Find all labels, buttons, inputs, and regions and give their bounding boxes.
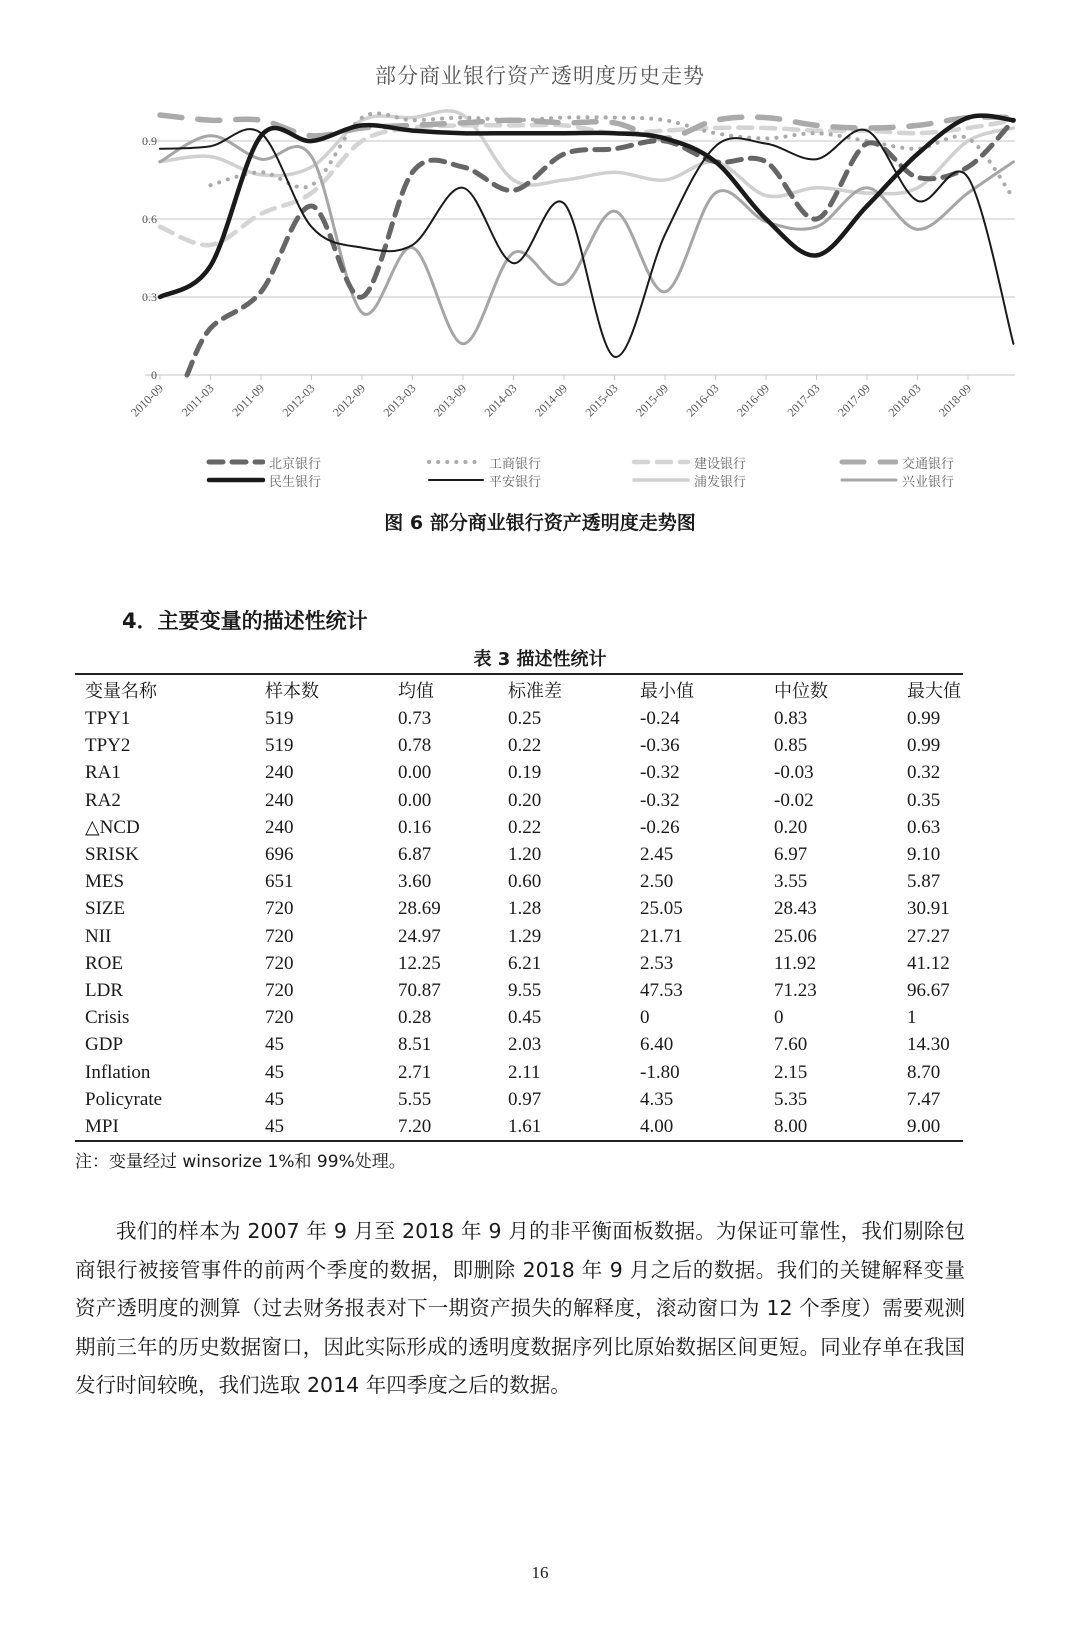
value-cell: 6.97 [774,844,808,866]
variable-name-cell: Policyrate [85,1088,163,1110]
value-cell: -0.32 [640,762,680,784]
x-tick-label: 2012-09 [329,381,369,420]
value-cell: 2.03 [508,1034,542,1056]
value-cell: 0.16 [398,816,432,838]
value-cell: 0.22 [508,735,542,757]
variable-name-cell: Crisis [85,1007,130,1029]
table-row [75,1113,963,1141]
descriptive-stats-table [75,673,963,1142]
header-samples: 样本数 [265,681,319,702]
value-cell: 0.99 [907,708,941,730]
table-row [75,1004,963,1031]
legend-label: 北京银行 [269,456,322,472]
value-cell: 720 [265,898,294,920]
x-tick-label: 2016-09 [733,381,773,420]
series-lines [160,111,1013,375]
value-cell: 1 [907,1007,917,1029]
x-tick-label: 2017-03 [784,381,823,420]
body-paragraph: 我们的样本为 2007 年 9 月至 2018 年 9 月的非平衡面板数据。为保证可靠性，我们剔除包商银行被接管事件的前两个季度的数据，即删除 2018 年 9 月之后的数据。我们的关键解释变量资产透明度的测算（过去财务报表对下一期资产损失的解释度，滚动窗口为 12 个季度）需要观测期前三年的历史数据窗口，因此实际形成的透明度数据序列比原始数据区间更短。同业存单在我国发行时间较晚，我们选取 2014 年四季度之后的数据。 [75,1219,965,1397]
x-tick-label: 2018-09 [935,381,975,420]
value-cell: 7.47 [907,1088,941,1110]
value-cell: 8.70 [907,1061,941,1083]
legend-item [425,453,541,471]
value-cell: -0.03 [774,762,814,784]
value-cell: 0.83 [774,708,808,730]
value-cell: 96.67 [907,979,950,1001]
value-cell: 519 [265,735,294,757]
value-cell: 720 [265,979,294,1001]
value-cell: 41.12 [907,952,950,974]
figure-caption: 图 6 部分商业银行资产透明度走势图 [384,512,696,534]
value-cell: 0.00 [398,762,432,784]
legend-swatch [838,475,898,485]
value-cell: -0.26 [640,816,680,838]
value-cell: -0.24 [640,708,680,730]
table-note: 注：变量经过 winsorize 1%和 99%处理。 [75,1152,406,1172]
value-cell: 9.55 [508,979,542,1001]
table-row [75,841,963,868]
x-tick-label: 2014-03 [481,381,520,420]
table-row [75,814,963,841]
header-variable: 变量名称 [85,681,157,702]
value-cell: 0.63 [907,816,941,838]
table-row [75,950,963,977]
legend-swatch [425,457,485,467]
value-cell: 240 [265,816,294,838]
value-cell: -0.02 [774,789,814,811]
value-cell: 0.45 [508,1007,542,1029]
value-cell: 1.28 [508,898,542,920]
header-mean: 均值 [398,681,434,702]
value-cell: 0.20 [508,789,542,811]
variable-name-cell: SIZE [85,898,126,920]
value-cell: 240 [265,789,294,811]
value-cell: 2.53 [640,952,674,974]
value-cell: 2.15 [774,1061,808,1083]
value-cell: 696 [265,844,294,866]
value-cell: 240 [265,762,294,784]
value-cell: 0.22 [508,816,542,838]
variable-name-cell: RA1 [85,762,121,784]
value-cell: 9.10 [907,844,941,866]
table-row [75,895,963,922]
value-cell: 8.51 [398,1034,432,1056]
value-cell: 0.32 [907,762,941,784]
x-tick-label: 2013-09 [430,381,470,420]
table-row [75,923,963,950]
value-cell: 7.20 [398,1115,432,1137]
value-cell: 71.23 [774,979,817,1001]
value-cell: 0.35 [907,789,941,811]
x-tick-label: 2010-09 [127,381,167,420]
value-cell: 0.19 [508,762,542,784]
value-cell: 5.35 [774,1088,808,1110]
legend-label: 工商银行 [489,456,542,472]
variable-name-cell: TPY2 [85,735,131,757]
value-cell: 720 [265,1007,294,1029]
table-row [75,787,963,814]
legend-label: 平安银行 [489,474,542,490]
x-tick-label: 2013-03 [380,381,419,420]
value-cell: 47.53 [640,979,683,1001]
value-cell: 1.61 [508,1115,542,1137]
value-cell: 45 [265,1115,284,1137]
value-cell: 70.87 [398,979,441,1001]
legend-item [630,471,746,489]
legend-swatch [205,475,265,485]
x-tick-label: 2015-09 [632,381,672,420]
legend-item [838,471,954,489]
value-cell: 30.91 [907,898,950,920]
value-cell: 25.06 [774,925,817,947]
value-cell: 5.55 [398,1088,432,1110]
legend-label: 兴业银行 [902,474,955,490]
value-cell: 27.27 [907,925,950,947]
x-tick-label: 2011-03 [178,381,217,420]
header-median: 中位数 [774,681,828,702]
variable-name-cell: RA2 [85,789,121,811]
value-cell: 519 [265,708,294,730]
table-row [75,1058,963,1085]
value-cell: 21.71 [640,925,683,947]
value-cell: 11.92 [774,952,817,974]
value-cell: -0.36 [640,735,680,757]
variable-name-cell: Inflation [85,1061,151,1083]
value-cell: 0.28 [398,1007,432,1029]
variable-name-cell: NII [85,925,112,947]
value-cell: 1.29 [508,925,542,947]
x-tick-label: 2017-09 [834,381,874,420]
legend-item [425,471,541,489]
variable-name-cell: △NCD [85,816,140,838]
x-tick-label: 2012-03 [279,381,318,420]
value-cell: 4.35 [640,1088,674,1110]
value-cell: 0.20 [774,816,808,838]
table-row [75,1031,963,1058]
x-axis [128,375,974,419]
variable-name-cell: GDP [85,1034,124,1056]
value-cell: 6.87 [398,844,432,866]
value-cell: -0.32 [640,789,680,811]
value-cell: 2.45 [640,844,674,866]
table-header-row [75,674,963,705]
legend-label: 建设银行 [694,456,747,472]
value-cell: 651 [265,871,294,893]
variable-name-cell: MPI [85,1115,119,1137]
chart-title: 部分商业银行资产透明度历史走势 [375,64,705,88]
x-tick-label: 2011-09 [229,381,268,420]
value-cell: 3.55 [774,871,808,893]
header-min: 最小值 [640,681,694,702]
legend-swatch [205,457,265,467]
legend-item [205,453,321,471]
value-cell: 1.20 [508,844,542,866]
value-cell: 12.25 [398,952,441,974]
section-heading: 4．主要变量的描述性统计 [122,609,368,633]
value-cell: 6.40 [640,1034,674,1056]
y-tick-label: 0.6 [142,212,157,226]
y-tick-label: 0.9 [142,134,157,148]
value-cell: 0.25 [508,708,542,730]
value-cell: 720 [265,952,294,974]
table-row [75,1086,963,1113]
value-cell: 28.69 [398,898,441,920]
x-tick-label: 2014-09 [531,381,571,420]
value-cell: 0.97 [508,1088,542,1110]
value-cell: 0.00 [398,789,432,811]
page-number: 16 [531,1563,549,1582]
legend-swatch [630,475,690,485]
value-cell: 45 [265,1061,284,1083]
y-axis-ticks [142,134,157,382]
value-cell: 0.73 [398,708,432,730]
value-cell: 0.78 [398,735,432,757]
variable-name-cell: LDR [85,979,123,1001]
value-cell: 25.05 [640,898,683,920]
body-text [75,1212,965,1405]
value-cell: 14.30 [907,1034,950,1056]
value-cell: 3.60 [398,871,432,893]
value-cell: 28.43 [774,898,817,920]
variable-name-cell: ROE [85,952,123,974]
value-cell: 2.71 [398,1061,432,1083]
value-cell: 9.00 [907,1115,941,1137]
value-cell: 7.60 [774,1034,808,1056]
x-tick-label: 2016-03 [683,381,722,420]
value-cell: 24.97 [398,925,441,947]
x-tick-label: 2018-03 [885,381,924,420]
value-cell: 0 [774,1007,784,1029]
variable-name-cell: SRISK [85,844,139,866]
legend-item [838,453,954,471]
value-cell: 720 [265,925,294,947]
legend-label: 浦发银行 [694,474,747,490]
header-std: 标准差 [508,681,562,702]
legend-label: 民生银行 [269,474,322,490]
value-cell: 0.99 [907,735,941,757]
value-cell: 45 [265,1088,284,1110]
value-cell: 0 [640,1007,650,1029]
value-cell: -1.80 [640,1061,680,1083]
value-cell: 0.85 [774,735,808,757]
variable-name-cell: MES [85,871,125,893]
variable-name-cell: TPY1 [85,708,131,730]
legend-swatch [838,457,898,467]
value-cell: 4.00 [640,1115,674,1137]
legend-item [205,471,321,489]
legend-swatch [425,475,485,485]
legend-swatch [630,457,690,467]
value-cell: 8.00 [774,1115,808,1137]
legend-label: 交通银行 [902,456,955,472]
table-caption: 表 3 描述性统计 [473,649,607,670]
value-cell: 5.87 [907,871,941,893]
table-row [75,732,963,759]
legend-item [630,453,746,471]
x-tick-label: 2015-03 [582,381,621,420]
table-row [75,759,963,786]
value-cell: 6.21 [508,952,542,974]
header-max: 最大值 [907,681,961,702]
value-cell: 2.50 [640,871,674,893]
y-tick-label: 0.3 [142,290,157,304]
table-row [75,868,963,895]
table-row [75,705,963,732]
value-cell: 0.60 [508,871,542,893]
line-chart [0,0,1080,450]
value-cell: 2.11 [508,1061,541,1083]
value-cell: 45 [265,1034,284,1056]
table-row [75,977,963,1004]
y-tick-label: 0 [151,368,157,382]
chart-legend [205,453,985,493]
